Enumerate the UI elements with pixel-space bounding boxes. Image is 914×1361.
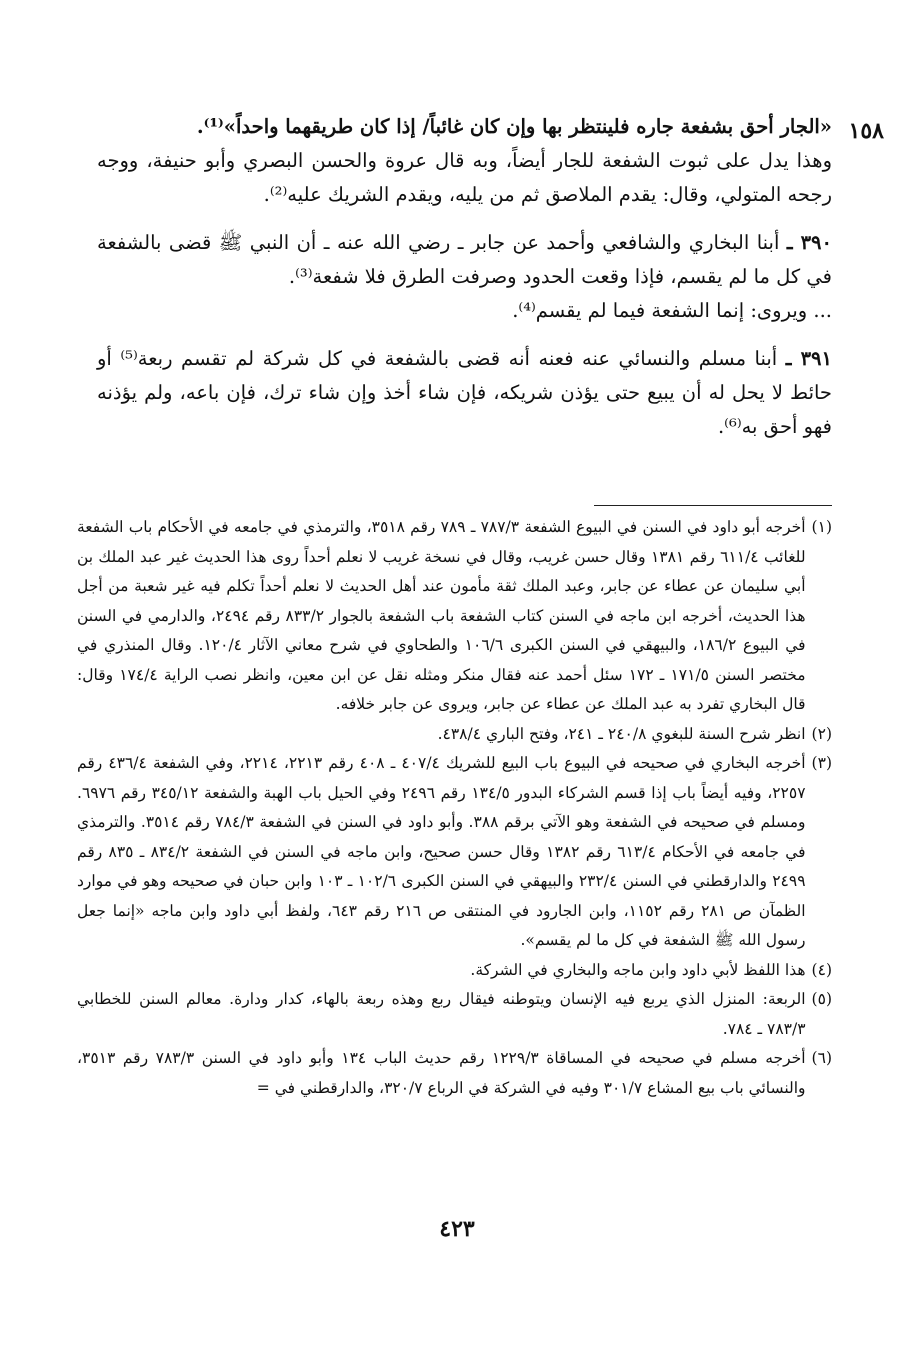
footnotes (77, 513, 832, 1103)
footnote-text: أخرجه مسلم في صحيحه في المساقاة ١٢٢٩/٣ رقم حديث الباب ١٣٤ وأبو داود في السنن ٧٨٣/٣ رقم ٣٥١٣، والنسائي باب بيع المشاع ٣٠١/٧ وفيه في الشركة في الرباع ٣٢٠/٧، والدارقطني في = (77, 1049, 806, 1097)
footnote (77, 513, 832, 720)
hadith-quote: «الجار أحق بشفعة جاره فلينتظر بها وإن كان غائباً/ إذا كان طريقهما واحداً»⁽¹⁾. (196, 115, 832, 138)
hadith-text: أبنا مسلم والنسائي عنه فعنه أنه قضى بالشفعة في كل شركة لم تقسم ربعة⁽⁵⁾ أو حائط لا يحل له أن يبيع حتى يؤذن شريكه، فإن شاء أخذ وإن شاء ترك، فإن باعه، ولم يؤذنه فهو أحق به⁽⁶⁾. (97, 347, 832, 438)
footnote-text: انظر شرح السنة للبغوي ٢٤٠/٨ ـ ٢٤١، وفتح الباري ٤٣٨/٤. (437, 724, 806, 743)
page-number: ٤٢٣ (439, 1216, 475, 1242)
footnote-number: (٢) (811, 724, 832, 743)
margin-hadith-number: ١٥٨ (848, 118, 884, 144)
narration-variant: ... ويروى: إنما الشفعة فيما لم يقسم⁽⁴⁾. (512, 299, 832, 322)
footnote (77, 749, 832, 956)
footnote-number: (٤) (811, 960, 832, 979)
footnote (77, 956, 832, 986)
hadith-390 (97, 226, 832, 294)
footnote-text: الربعة: المنزل الذي يربع فيه الإنسان ويتوطنه فيقال ربع وهذه ربعة بالهاء، كدار ودارة. معالم السنن للخطابي ٧٨٣/٣ ـ ٧٨٤. (77, 990, 806, 1038)
footnote-number: (١) (811, 518, 832, 536)
commentary-paragraph: وهذا يدل على ثبوت الشفعة للجار أيضاً، وبه قال عروة والحسن البصري وأبو حنيفة، ووجه رجحه المتولي، وقال: يقدم الملاصق ثم من يليه، ويقدم الشريك عليه⁽²⁾. (97, 149, 832, 206)
footnote-number: (٥) (811, 990, 832, 1008)
footnote-text: أخرجه أبو داود في السنن في البيوع الشفعة ٧٨٧/٣ ـ ٧٨٩ رقم ٣٥١٨، والترمذي في جامعه في الأحكام باب الشفعة للغائب ٦١١/٤ رقم ١٣٨١ وقال حسن غريب، وقال في نسخة غريب لا نعلم أحداً روى هذا الحديث غير عبد الملك بن أبي سليمان عن عطاء عن جابر، وعبد الملك ثقة مأمون عند أهل الحديث لا نعلم أحداً تكلم فيه غير شعبة من أجل هذا الحديث، أخرجه ابن ماجه في السنن كتاب الشفعة باب الشفعة بالجوار ٨٣٣/٢ رقم ٢٤٩٤، والدارمي في السنن في البيوع ١٨٦/٢، والبيهقي في السنن الكبرى ١٠٦/٦ والطحاوي في شرح معاني الآثار ١٢٠/٤. وقال المنذري في مختصر السنن ١٧١/٥ ـ ١٧٢ سئل أحمد عنه فقال منكر ومثله نقل عن ابن معين، وانظر نصب الراية ١٧٤/٤ وقال: قال البخاري تفرد به عبد الملك عن عطاء عن جابر، ويروى عن جابر خلافه. (77, 518, 806, 713)
footnote (77, 1044, 832, 1103)
footnote-text: أخرجه البخاري في صحيحه في البيوع باب البيع للشريك ٤٠٧/٤ ـ ٤٠٨ رقم ٢٢١٣، ٢٢١٤، وفي الشفعة ٤٣٦/٤ رقم ٢٢٥٧، وفيه أيضاً باب إذا قسم الشركاء البدور ١٣٤/٥ رقم ٢٤٩٦ وفي الحيل باب الهبة والشفعة ٣٤٥/١٢ رقم ٦٩٧٦. ومسلم في صحيحه في الشفعة وهو الآتي برقم ٣٨٨. وأبو داود في السنن في الشفعة ٧٨٤/٣ رقم ٣٥١٤. والترمذي في جامعه في الأحكام ٦١٣/٤ رقم ١٣٨٢ وقال حسن صحيح، وابن ماجه في السنن في الشفعة ٨٣٤/٢ ـ ٨٣٥ رقم ٢٤٩٩ والدارقطني في السنن ٢٣٢/٤ والبيهقي في السنن الكبرى ١٠٢/٦ ـ ١٠٣ وابن حبان في صحيحه وهو في موارد الظمآن ص ٢٨١ رقم ١١٥٢، وابن الجارود في المنتقى ص ٢١٦ رقم ٦٤٣، ولفظ أبي داود وابن ماجه «إنما جعل رسول الله ﷺ الشفعة في كل ما لم يقسم». (77, 754, 806, 949)
hadith-text: أبنا البخاري والشافعي وأحمد عن جابر ـ رضي الله عنه ـ أن النبي ﷺ قضى بالشفعة في كل ما لم يقسم، فإذا وقعت الحدود وصرفت الطرق فلا شفعة⁽³⁾. (97, 231, 832, 288)
footnote-number: (٦) (811, 1049, 832, 1067)
footnote-divider (594, 505, 832, 506)
hadith-391 (97, 342, 832, 444)
footnote (77, 985, 832, 1044)
hadith-number: ٣٩١ ـ (785, 347, 832, 370)
footnote-text: هذا اللفظ لأبي داود وابن ماجه والبخاري في الشركة. (470, 960, 806, 979)
hadith-number: ٣٩٠ ـ (786, 231, 832, 254)
footnote (77, 720, 832, 750)
main-text (97, 110, 832, 444)
footnote-number: (٣) (811, 754, 832, 772)
